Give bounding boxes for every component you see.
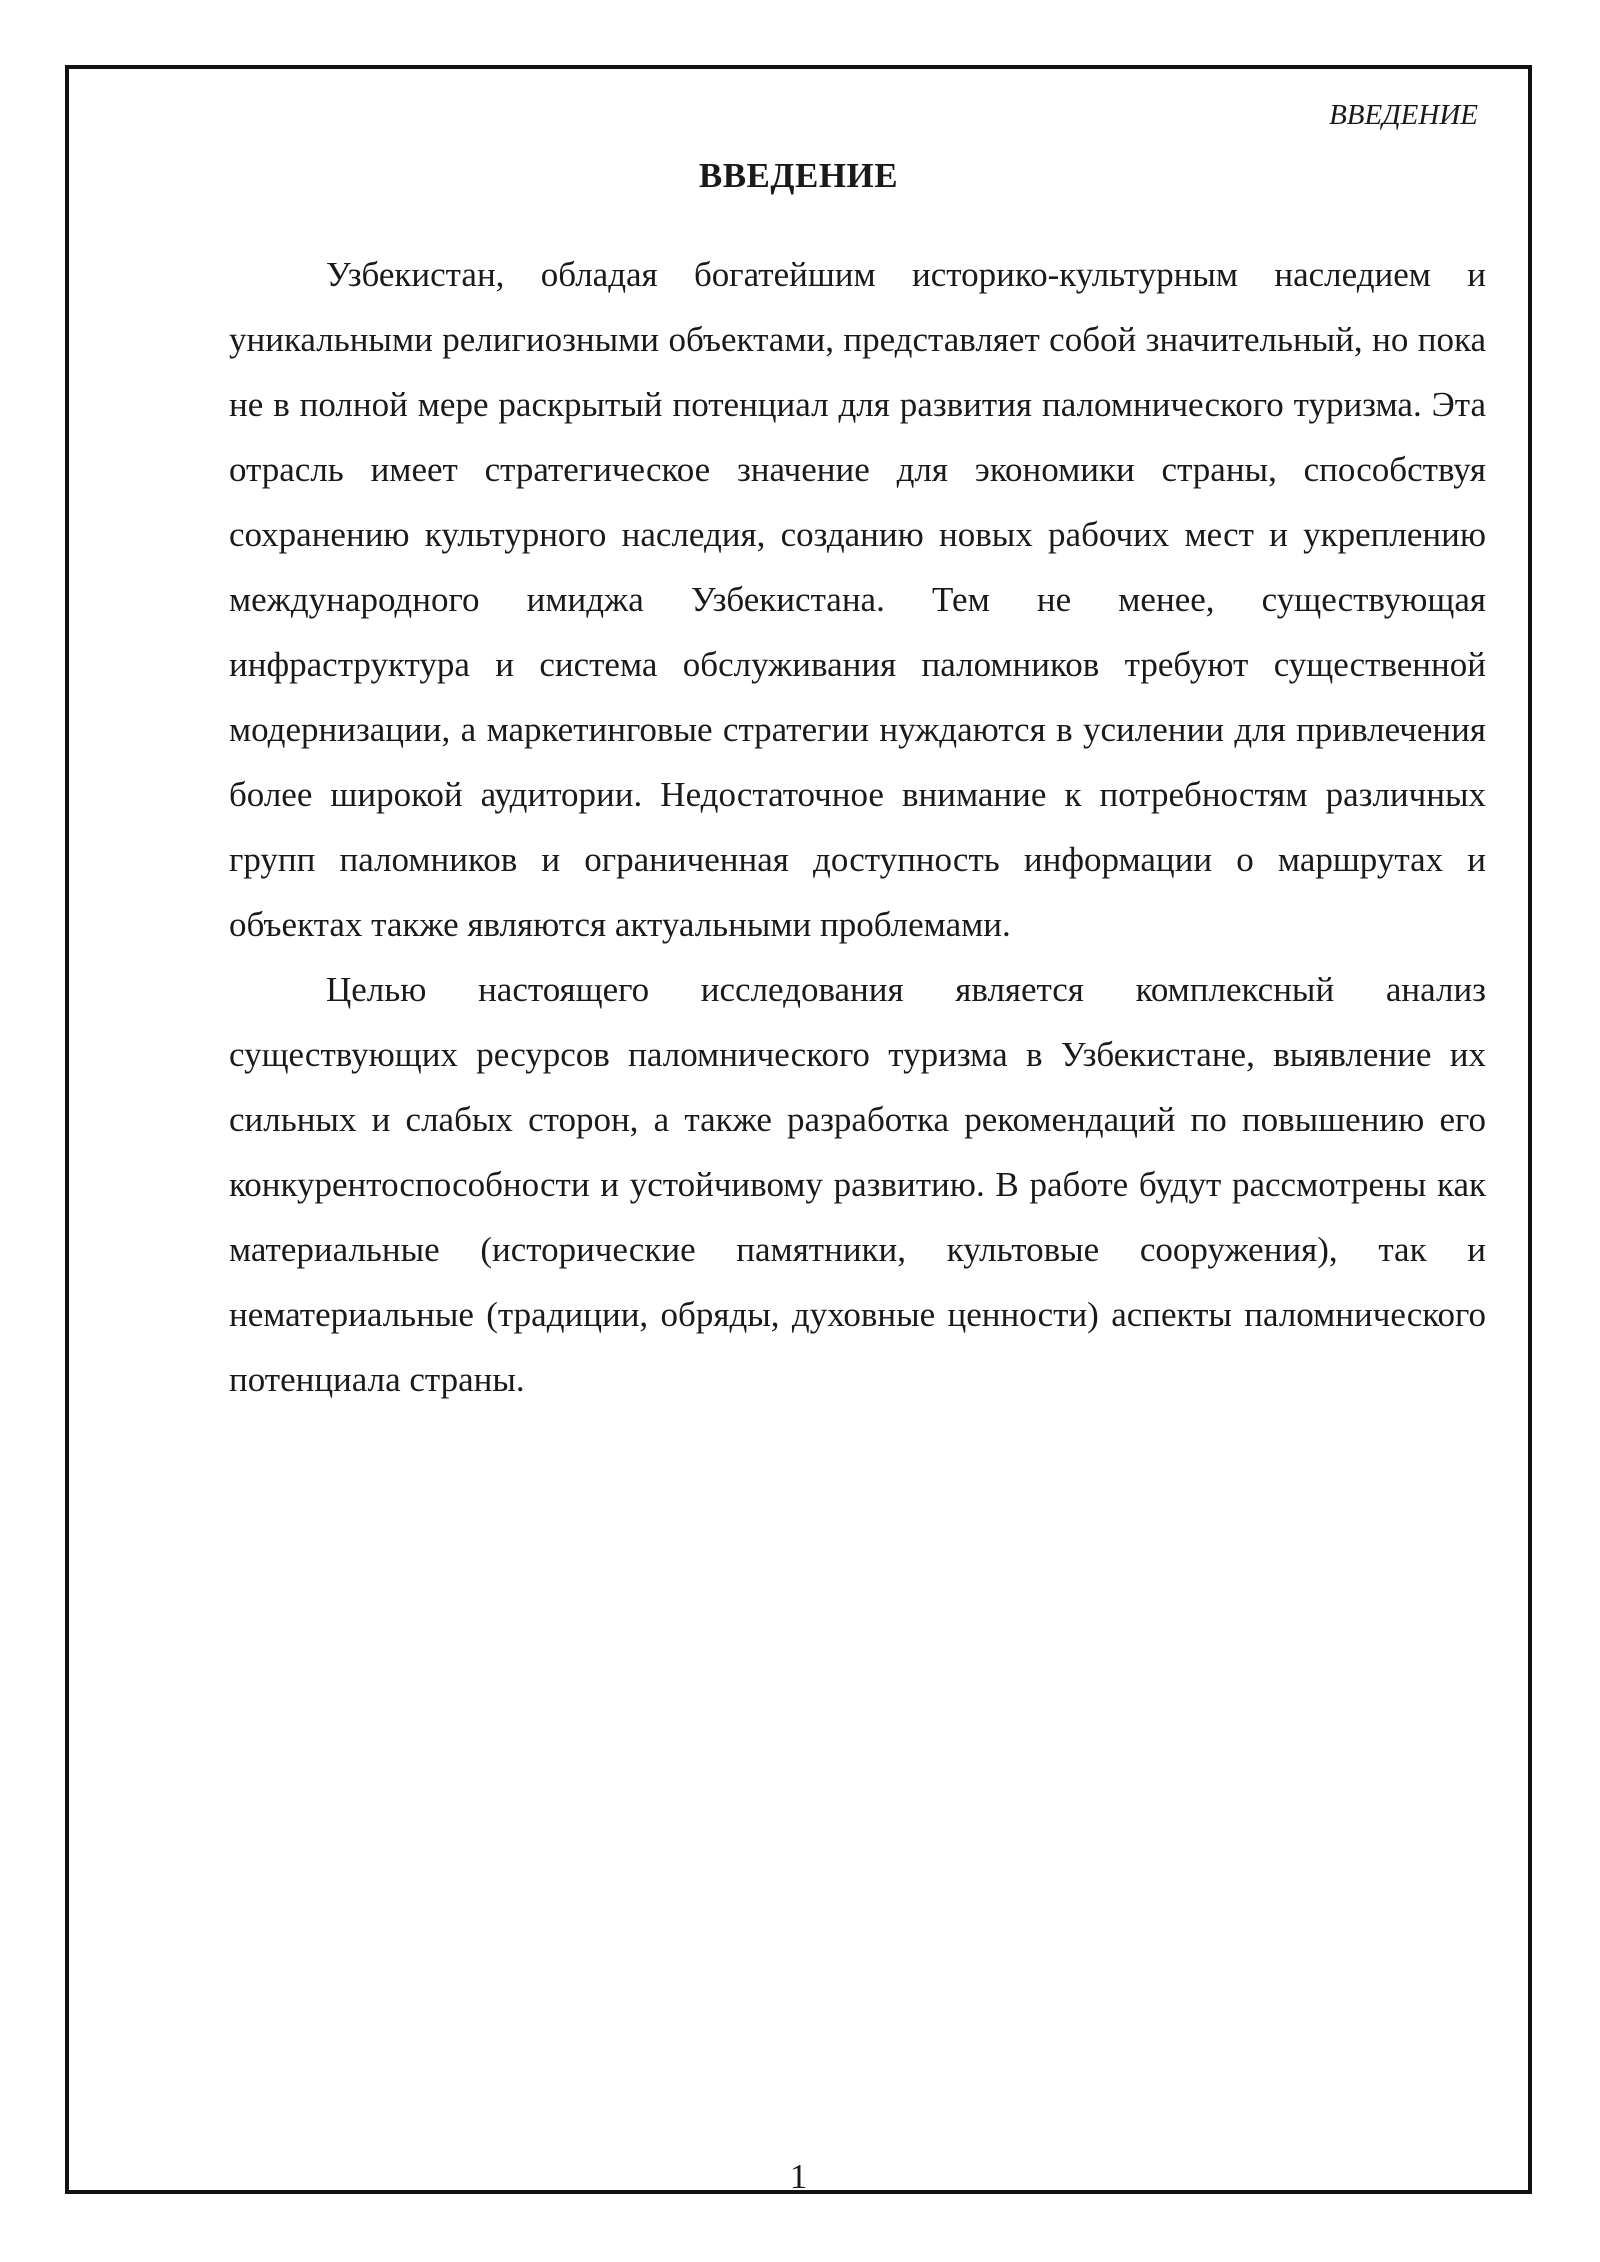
page-frame	[65, 65, 1532, 2194]
page-title: ВВЕДЕНИЕ	[698, 156, 899, 195]
page-number: 1	[789, 2157, 808, 2196]
paragraph-2: Целью настоящего исследования является комплексный анализ существующих ресурсов паломнического туризма в Узбекистане, выявление их сильных и слабых сторон, а также разработка рекомендаций по повышению его конкурентоспособности и устойчивому развитию. В работе будут рассмотрены как материальные (исторические памятники, культовые сооружения), так и нематериальные (традиции, обряды, духовные ценности) аспекты паломнического потенциала страны.	[229, 970, 1486, 1399]
running-header: ВВЕДЕНИЕ	[1329, 99, 1478, 131]
body-text	[229, 242, 1486, 1412]
paragraph-1: Узбекистан, обладая богатейшим историко-культурным наследием и уникальными религиозными объектами, представляет собой значительный, но пока не в полной мере раскрытый потенциал для развития паломнического туризма. Эта отрасль имеет стратегическое значение для экономики страны, способствуя сохранению культурного наследия, созданию новых рабочих мест и укреплению международного имиджа Узбекистана. Тем не менее, существующая инфраструктура и система обслуживания паломников требуют существенной модернизации, а маркетинговые стратегии нуждаются в усилении для привлечения более широкой аудитории. Недостаточное внимание к потребностям различных групп паломников и ограниченная доступность информации о маршрутах и объектах также являются актуальными проблемами.	[229, 255, 1486, 944]
